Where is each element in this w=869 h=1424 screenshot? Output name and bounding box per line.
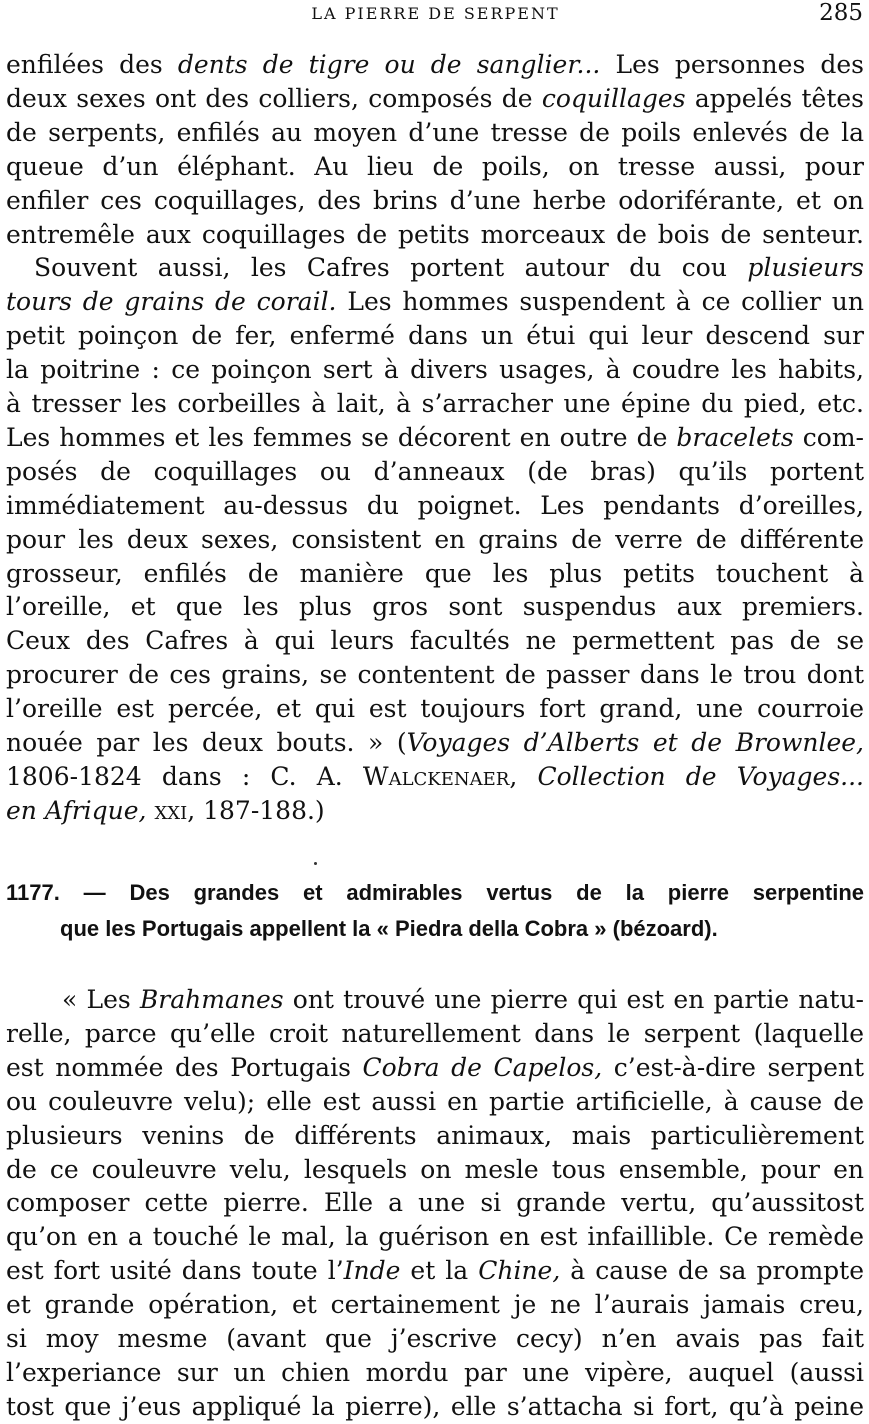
text-run: à tresser les corbeilles à lait, à s’arracher une épine du pied, etc. [6,389,864,418]
text-run: com- [793,422,865,452]
text-run: la poitrine : ce poinçon sert à divers usages, à coudre les habits, [6,355,864,385]
text-run: l’experiance sur un chien mordu par une vipère, auquel (aussi [6,1357,864,1387]
body-text-line [62,983,864,1017]
italic-text: dents de tigre ou de sanglier... [177,50,601,79]
body-text-line [6,624,864,658]
text-run: de serpents, enfilés au moyen d’une tresse de poils enlevés de la [6,117,864,147]
body-text-line [6,455,864,489]
text-run: plusieurs venins de différents animaux, mais particulièrement [6,1120,864,1150]
text-run: Ceux des Cafres à qui leurs facultés ne permettent pas de se [6,626,864,656]
italic-text: bracelets [676,422,794,452]
text-run: composer cette pierre. Elle a une si grande vertu, qu’aussitost [6,1188,864,1218]
text-run: c’est-à-dire serpent [602,1052,865,1082]
running-title: LA PIERRE DE SERPENT [311,4,560,23]
text-run: Les personnes des [600,50,865,79]
text-run: tost que j’eus appliqué la pierre), elle s’attacha si fort, qu’à peine [6,1391,864,1421]
text-run: appelés têtes [685,83,864,113]
text-run: deux sexes ont des colliers, composés de [6,83,542,113]
body-text-line [6,1356,864,1390]
italic-text: Chine, [478,1256,561,1286]
text-run: queue d’un éléphant. Au lieu de poils, on tresse aussi, pour [6,151,864,181]
italic-text: Brahmanes [139,985,284,1014]
body-text-line [6,760,864,794]
text-run: de ce couleuvre velu, lesquels on mesle tous ensemble, pour en [6,1154,864,1184]
section-heading-line-2: que les Portugais appellent la « Piedra della Cobra » (bézoard). [60,916,718,941]
body-text-line [6,150,864,184]
italic-text: tours de grains de corail. [6,287,337,317]
body-text-line [6,557,864,591]
text-run: 187-188.) [195,795,325,825]
text-run [517,762,537,791]
text-run: qu’on en a touché le mal, la guérison en est infaillible. Ce remède [6,1222,864,1252]
body-text-line [6,319,864,353]
text-run: petit poinçon de fer, enfermé dans un étui qui leur descend sur [6,321,864,351]
body-text-line [6,387,864,421]
body-text-line [6,692,864,726]
text-run: enfiler ces coquillages, des brins d’une herbe odoriférante, et on [6,185,864,215]
body-text-line [6,1153,864,1187]
body-text-line [6,1186,864,1220]
body-text-line [6,184,864,218]
body-text-line [6,48,864,82]
page-number: 285 [819,0,863,26]
section-heading-line-1: 1177. — Des grandes et admirables vertus de la pierre serpentine [6,880,864,905]
body-text-line [6,1051,864,1085]
body-text-line [6,1390,864,1424]
body-text-line [6,116,864,150]
text-run: et grande opération, et certainement je ne l’aurais jamais creu, [6,1290,864,1320]
running-head [8,2,863,26]
separator-dot [314,862,317,865]
text-run: immédiatement au-dessus du poignet. Les pendants d’oreilles, [6,490,864,520]
body-text-line [6,523,864,557]
italic-text: Collection de Voyages... [537,761,864,791]
text-run: est nommée des Portugais [6,1052,363,1082]
text-run: procurer de ces grains, se contentent de passer dans le trou dont [6,660,864,690]
italic-text: Inde [343,1256,401,1286]
italic-text: coquillages [541,83,686,113]
body-text-line [6,590,864,624]
italic-text: plusieurs [747,253,864,283]
text-run: Souvent aussi, les Cafres portent autour du cou [34,253,748,283]
text-run: Les hommes suspendent à ce collier un [336,287,864,317]
text-run: entremêle aux coquillages de petits morceaux de bois de senteur. [6,219,864,249]
body-text-line [6,1017,864,1051]
body-text-line [6,726,864,760]
body-text-line [6,1254,864,1288]
text-run: enfilées des [6,50,178,79]
body-text-line [6,353,864,387]
text-run: ou couleuvre velu); elle est aussi en partie artificielle, à cause de [6,1086,864,1116]
text-run: est fort usité dans toute l’ [6,1256,344,1286]
text-run: l’oreille, et que les plus gros sont suspendus aux premiers. [6,592,864,622]
text-run: 1806-1824 dans : C. A. [6,761,363,791]
body-text-line [6,1220,864,1254]
body-text-line [6,82,864,116]
italic-text: Voyages d’Alberts et de Brownlee, [406,728,864,757]
text-run: si moy mesme (avant que j’escrive cecy) n’en avais pas fait [6,1324,864,1353]
italic-text: en Afrique, [6,795,147,825]
text-run: à cause de sa prompte [560,1256,864,1286]
body-text-line [6,1322,864,1356]
text-run: ont trouvé une pierre qui est en partie natu- [283,985,864,1014]
text-run: xxi, [154,795,196,825]
body-text-line [6,1288,864,1322]
body-text-line [6,218,864,252]
text-run: et la [400,1256,479,1286]
body-text-line [6,489,864,523]
text-run: grosseur, enfilés de manière que les plus petits touchent à [6,558,864,588]
text-run: relle, parce qu’elle croit naturellement dans le serpent (laquelle [6,1018,864,1048]
text-run: Walckenaer, [362,761,518,791]
text-run: posés de coquillages ou d’anneaux (de bras) qu’ils portent [6,456,864,486]
body-text-line [6,285,864,319]
body-text-line [6,1085,864,1119]
body-text-line [6,421,864,455]
body-text-line [6,658,864,692]
text-run: pour les deux sexes, consistent en grains de verre de différente [6,524,864,554]
text-run: nouée par les deux bouts. » ( [6,728,407,757]
text-run: « Les [62,985,140,1014]
italic-text: Cobra de Capelos, [362,1052,603,1082]
body-text-line [34,251,864,285]
text-run: Les hommes et les femmes se décorent en outre de [6,422,677,452]
body-text-line [6,794,864,828]
text-run: l’oreille est percée, et qui est toujours fort grand, une courroie [6,694,864,724]
body-text-line [6,1119,864,1153]
